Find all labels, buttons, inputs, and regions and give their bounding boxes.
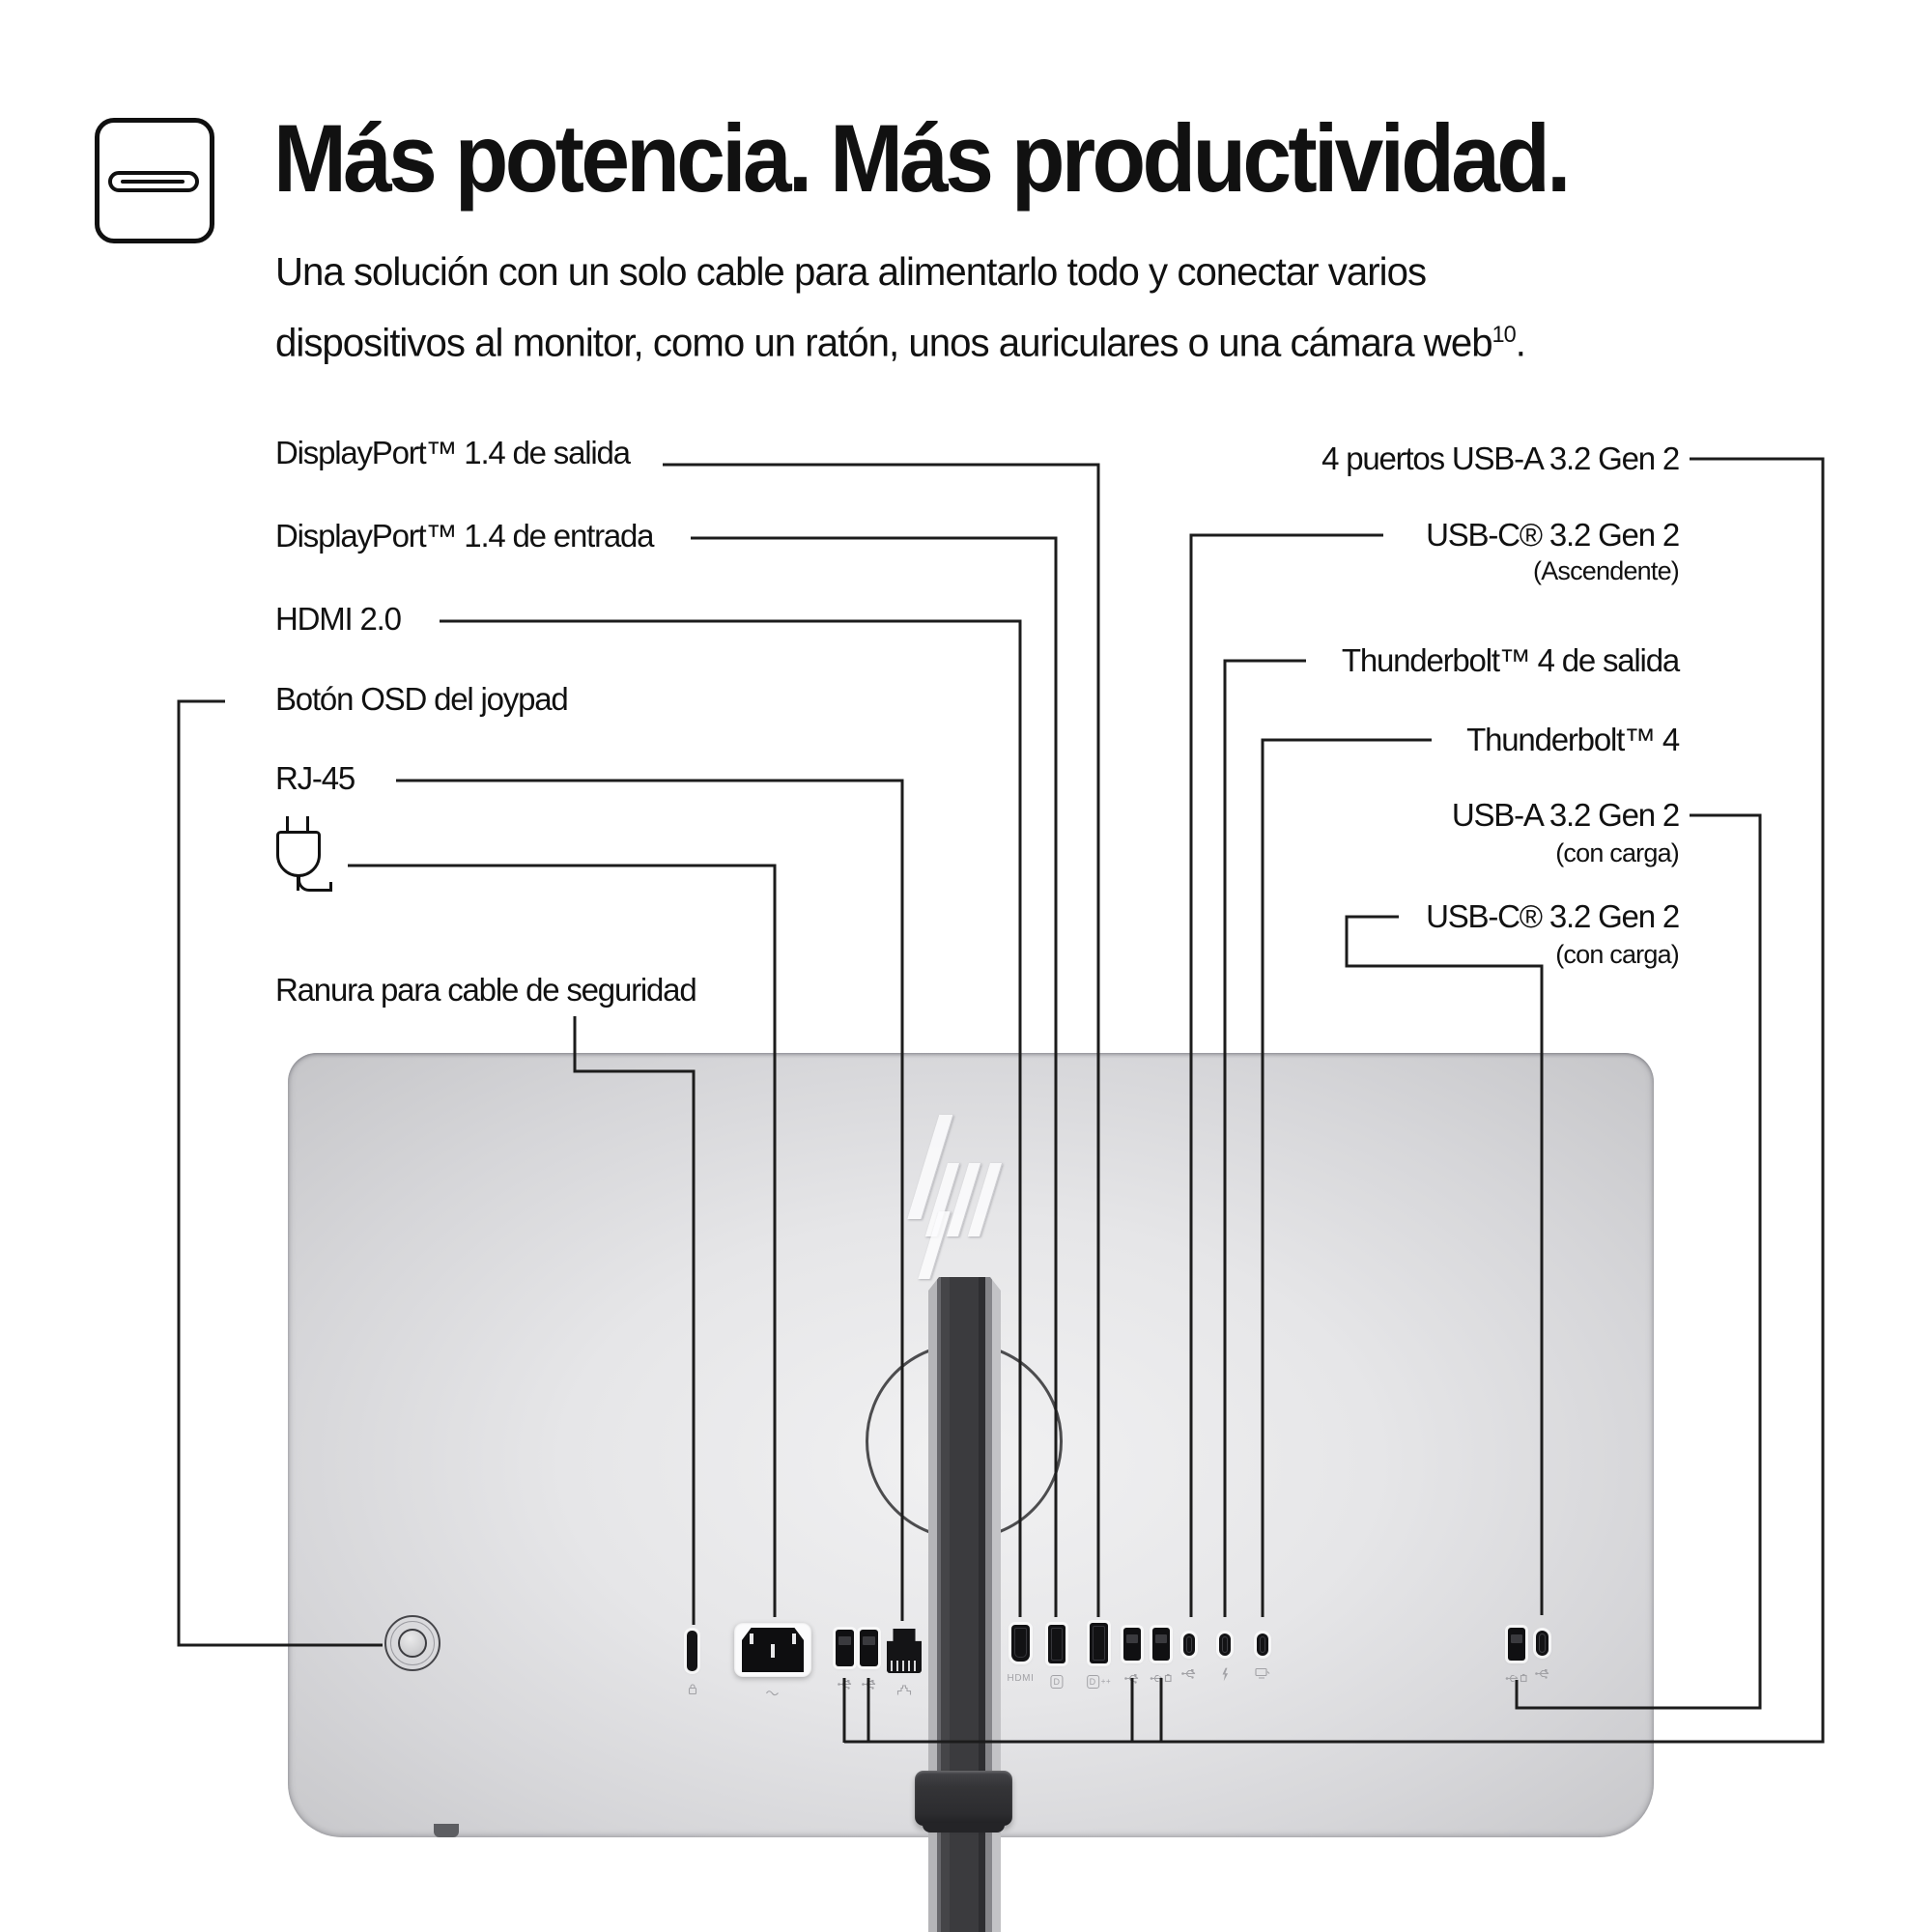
- ethernet-icon: [897, 1685, 912, 1696]
- osd-joypad-button: [384, 1615, 440, 1671]
- port-usb-a-4: [1152, 1628, 1170, 1661]
- dp-out-icon: D ++: [1087, 1675, 1112, 1689]
- page-subtitle: [275, 240, 1525, 375]
- hp-logo: [883, 1115, 1062, 1281]
- port-label-displayport-in: DisplayPort™ 1.4 de entrada: [275, 518, 654, 554]
- lock-icon: [687, 1683, 697, 1695]
- usb-charge-icon: [1150, 1672, 1173, 1685]
- hdmi-text-icon: HDMI: [1007, 1673, 1035, 1684]
- plug-body: [276, 831, 321, 877]
- port-label-rj45: RJ-45: [275, 760, 355, 796]
- port-thunderbolt-out: [1219, 1634, 1231, 1656]
- power-plug-icon: [276, 816, 334, 908]
- usb-c-port-icon: [95, 118, 214, 243]
- port-sublabel-usb-a-charging: (con carga): [1555, 838, 1679, 867]
- dp-icon: D: [1050, 1675, 1063, 1689]
- port-usb-a-3: [1123, 1628, 1141, 1661]
- port-label-security-slot: Ranura para cable de seguridad: [275, 972, 696, 1008]
- port-sublabel-usb-c-charging: (con carga): [1555, 940, 1679, 969]
- stand-cable-clip: [915, 1771, 1012, 1826]
- port-usb-a-5: [1508, 1628, 1525, 1661]
- port-displayport-in: [1048, 1625, 1065, 1663]
- port-usb-c-charging: [1536, 1631, 1548, 1656]
- bolt-icon: [1221, 1667, 1230, 1682]
- subtitle-line-1: Una solución con un solo cable para alimentarlo todo y conectar varios: [275, 249, 1427, 294]
- port-hdmi: [1011, 1625, 1030, 1662]
- port-label-thunderbolt-out: Thunderbolt™ 4 de salida: [1341, 642, 1679, 678]
- port-label-displayport-out: DisplayPort™ 1.4 de salida: [275, 435, 630, 470]
- osd-joypad-knob: [398, 1629, 427, 1658]
- usb-icon: [1534, 1667, 1550, 1680]
- port-label-usb-a-charging: USB-A 3.2 Gen 2: [1451, 797, 1679, 833]
- usb-icon: [861, 1678, 877, 1690]
- ac-icon: [765, 1689, 781, 1697]
- plug-cable-end: [329, 882, 332, 892]
- page-title: Más potencia. Más productividad.: [273, 104, 1568, 212]
- port-thunderbolt-4: [1257, 1634, 1268, 1656]
- port-label-hdmi: HDMI 2.0: [275, 601, 401, 637]
- usb-c-connector-shape: [108, 171, 199, 192]
- hp-logo-bar: [918, 1211, 951, 1279]
- port-displayport-out: [1090, 1623, 1108, 1663]
- display-icon: [1255, 1667, 1270, 1680]
- footnote-marker: 10: [1492, 322, 1516, 348]
- subtitle-line-2: dispositivos al monitor, como un ratón, unos auriculares o una cámara web$^{10}$.: [275, 320, 1525, 365]
- port-label-usb-c-upstream: USB-C® 3.2 Gen 2: [1426, 517, 1679, 553]
- port-label-osd-joypad: Botón OSD del joypad: [275, 681, 568, 717]
- port-power-inlet: [734, 1623, 811, 1677]
- port-security-slot: [687, 1631, 697, 1671]
- port-label-thunderbolt-4: Thunderbolt™ 4: [1466, 722, 1679, 757]
- port-sublabel-usb-c-upstream: (Ascendente): [1533, 556, 1679, 585]
- port-usb-c-upstream: [1183, 1634, 1195, 1656]
- port-label-usb-a-4ports: 4 puertos USB-A 3.2 Gen 2: [1321, 440, 1679, 476]
- plug-cable: [298, 876, 332, 892]
- usb-charge-icon: [1505, 1672, 1528, 1685]
- usb-icon: [1124, 1672, 1141, 1685]
- port-usb-a-2: [860, 1630, 878, 1666]
- port-usb-a-1: [836, 1630, 854, 1666]
- usb-icon: [1181, 1667, 1198, 1680]
- monitor-stand-shaft: [928, 1277, 1001, 1932]
- port-label-usb-c-charging: USB-C® 3.2 Gen 2: [1426, 898, 1679, 934]
- chassis-notch: [434, 1824, 459, 1837]
- usb-icon: [837, 1678, 853, 1690]
